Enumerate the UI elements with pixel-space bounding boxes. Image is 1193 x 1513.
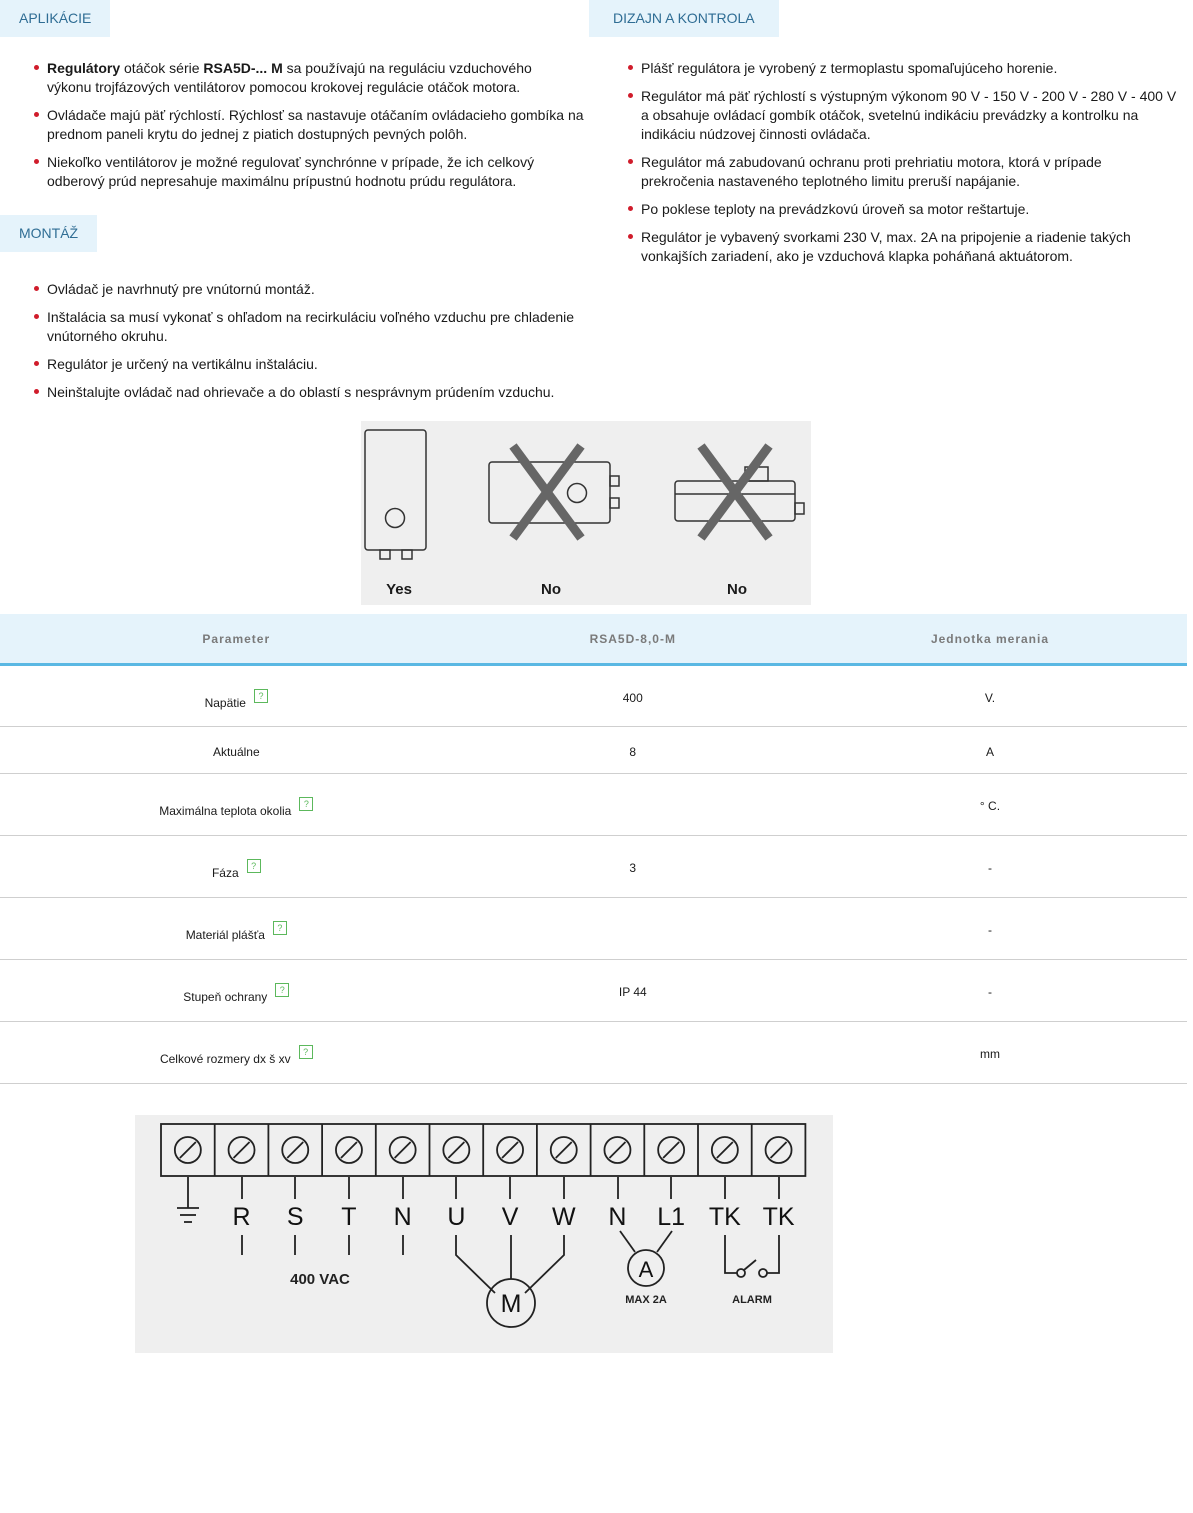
terminal-label: L1 — [657, 1203, 686, 1231]
list-item — [34, 383, 594, 402]
max-current-label: MAX 2A — [625, 1294, 667, 1306]
list-item — [34, 153, 594, 191]
terminal-label: S — [286, 1203, 304, 1231]
screw-slot — [180, 1142, 196, 1158]
param-name-cell — [0, 1022, 473, 1084]
param-name: Materiál plášťa — [185, 928, 265, 942]
bullet-icon — [628, 65, 633, 70]
table-row — [0, 960, 1187, 1022]
bullet-icon — [34, 389, 39, 394]
bullet-icon — [34, 159, 39, 164]
list-item — [34, 106, 594, 144]
param-unit: V. — [793, 665, 1187, 727]
param-name: Fáza — [211, 866, 239, 880]
bullet-icon — [34, 65, 39, 70]
horizontal-regulator-icon — [489, 462, 619, 523]
list-item — [34, 355, 594, 374]
item-text: a obsahuje ovládací gombík otáčok, svetelnú indikáciu prevádzky a kontrolku na — [641, 107, 1139, 123]
param-name: Napätie — [204, 696, 246, 710]
item-text: Neinštalujte ovládač nad ohrievače a do oblastí s nesprávnym prúdením vzduchu. — [47, 384, 555, 400]
screw-slot — [771, 1142, 787, 1158]
column-header-model[interactable]: RSA5D-8,0-M — [473, 614, 793, 665]
param-name-cell — [0, 960, 473, 1022]
help-icon[interactable]: ? — [299, 797, 313, 811]
motor-leads — [456, 1177, 564, 1293]
item-text: otáčok série — [120, 60, 204, 76]
supply-leads — [242, 1177, 403, 1255]
screw-slot — [717, 1142, 733, 1158]
item-text: Regulátor je vybavený svorkami 230 V, max. 2A na pripojenie a riadenie takých — [641, 229, 1131, 245]
item-text: Po poklese teploty na prevádzkovú úroveň sa motor reštartuje. — [641, 201, 1030, 217]
param-value — [473, 774, 793, 836]
terminal-label: U — [447, 1203, 466, 1231]
vertical-regulator-icon — [365, 430, 426, 559]
tab-aplikacie[interactable]: APLIKÁCIE — [0, 0, 110, 37]
terminal-label: N — [393, 1203, 412, 1231]
param-name: Maximálna teplota okolia — [159, 804, 292, 818]
bullet-icon — [34, 314, 39, 319]
table-row — [0, 898, 1187, 960]
item-text: Regulátor má päť rýchlostí s výstupným výkonom 90 V - 150 V - 200 V - 280 V - 400 V — [641, 88, 1177, 104]
item-text: výkonu trojfázových ventilátorov pomocou krokovej regulácie otáčok motora. — [47, 79, 521, 95]
param-name: Celkové rozmery dx š xv — [159, 1052, 291, 1066]
design-list — [628, 59, 1188, 275]
terminal-label: TK — [708, 1203, 741, 1231]
table-row — [0, 774, 1187, 836]
bullet-icon — [34, 112, 39, 117]
bullet-icon — [628, 159, 633, 164]
tab-montaz[interactable]: MONTÁŽ — [0, 215, 97, 252]
list-item — [628, 87, 1188, 144]
terminal-label: TK — [762, 1203, 795, 1231]
screw-slot — [556, 1142, 572, 1158]
table-row — [0, 727, 1187, 774]
screw-slot — [663, 1142, 679, 1158]
param-name-cell — [0, 898, 473, 960]
param-value: 400 — [473, 665, 793, 727]
bullet-icon — [628, 93, 633, 98]
wiring-diagram-svg — [135, 1115, 833, 1353]
column-header-parameter[interactable]: Parameter — [0, 614, 473, 665]
cross-icon — [701, 446, 769, 538]
cross-icon — [513, 446, 581, 538]
installation-orientation-figure — [361, 421, 811, 605]
param-name-cell — [0, 836, 473, 898]
item-text: Regulátor je určený na vertikálnu inštaláciu. — [47, 356, 318, 372]
terminal-label: W — [551, 1203, 576, 1231]
bullet-icon — [628, 234, 633, 239]
item-text: Ovládač je navrhnutý pre vnútornú montáž. — [47, 281, 315, 297]
table-row — [0, 836, 1187, 898]
screw-slot — [609, 1142, 625, 1158]
ground-symbol — [177, 1177, 199, 1222]
item-text: vnútorného okruhu. — [47, 328, 168, 344]
param-name-cell — [0, 774, 473, 836]
param-value: 8 — [473, 727, 793, 774]
screw-slot — [395, 1142, 411, 1158]
help-icon[interactable]: ? — [273, 921, 287, 935]
list-item — [628, 200, 1188, 219]
screw-slot — [341, 1142, 357, 1158]
param-name-cell — [0, 727, 473, 774]
param-value — [473, 1022, 793, 1084]
label-no: No — [541, 581, 561, 598]
list-item — [34, 280, 594, 299]
help-icon[interactable]: ? — [275, 983, 289, 997]
label-yes: Yes — [386, 581, 412, 598]
param-unit: mm — [793, 1022, 1187, 1084]
mounting-list — [34, 280, 594, 411]
table-header-row — [0, 614, 1187, 665]
item-text: prednom paneli krytu do jednej z piatich dostupných pevných polôh. — [47, 126, 468, 142]
terminal-label: T — [341, 1203, 357, 1231]
parameters-table — [0, 614, 1187, 1084]
param-value: 3 — [473, 836, 793, 898]
item-bold: Regulátory — [47, 60, 121, 76]
list-item — [34, 308, 594, 346]
tab-dizajn-a-kontrola[interactable]: DIZAJN A KONTROLA — [589, 0, 779, 37]
item-text: Regulátor má zabudovanú ochranu proti prehriatiu motora, ktorá v prípade — [641, 154, 1102, 170]
terminal-label: V — [501, 1203, 519, 1231]
param-unit: ° C. — [793, 774, 1187, 836]
list-item — [628, 153, 1188, 191]
item-text: Inštalácia sa musí vykonať s ohľadom na recirkuláciu voľného vzduchu pre chladenie — [47, 309, 575, 325]
help-icon[interactable]: ? — [254, 689, 268, 703]
param-name-cell — [0, 665, 473, 727]
item-text: vonkajších zariadení, ako je vzduchová klapka poháňaná aktuátorom. — [641, 248, 1073, 264]
item-bold: RSA5D-... M — [203, 60, 283, 76]
bullet-icon — [34, 286, 39, 291]
screw-slot — [502, 1142, 518, 1158]
param-unit: A — [793, 727, 1187, 774]
item-text: odberový prúd nepresahuje maximálnu prípustnú hodnotu prúdu regulátora. — [47, 173, 517, 189]
list-item — [628, 59, 1188, 78]
param-value — [473, 898, 793, 960]
item-text: Niekoľko ventilátorov je možné regulovať synchrónne v prípade, že ich celkový — [47, 154, 535, 170]
applications-list — [34, 59, 594, 200]
bullet-icon — [34, 361, 39, 366]
param-unit: - — [793, 960, 1187, 1022]
terminal-label: R — [232, 1203, 251, 1231]
help-icon[interactable]: ? — [299, 1045, 313, 1059]
table-row — [0, 1022, 1187, 1084]
motor-label: M — [500, 1290, 522, 1318]
column-header-unit[interactable]: Jednotka merania — [793, 614, 1187, 665]
item-text: prekročenia nastaveného teplotného limitu preruší napájanie. — [641, 173, 1021, 189]
terminal-label: N — [608, 1203, 627, 1231]
item-text: indikáciu núdzovej činnosti ovládača. — [641, 126, 871, 142]
param-name: Aktuálne — [212, 745, 260, 759]
label-no: No — [727, 581, 747, 598]
item-text: sa používajú na reguláciu vzduchového — [282, 60, 532, 76]
screw-slot — [234, 1142, 250, 1158]
item-text: Plášť regulátora je vyrobený z termoplastu spomaľujúceho horenie. — [641, 60, 1058, 76]
screw-slot — [287, 1142, 303, 1158]
bullet-icon — [628, 206, 633, 211]
list-item — [628, 228, 1188, 266]
screw-slot — [448, 1142, 464, 1158]
item-text: Ovládače majú päť rýchlostí. Rýchlosť sa nastavuje otáčaním ovládacieho gombíka na — [47, 107, 584, 123]
installation-diagram — [361, 421, 811, 605]
param-unit: - — [793, 836, 1187, 898]
alarm-label: ALARM — [732, 1294, 772, 1306]
ammeter-label: A — [638, 1257, 654, 1282]
list-item — [34, 59, 594, 97]
table-row — [0, 665, 1187, 727]
param-value: IP 44 — [473, 960, 793, 1022]
supply-voltage-label: 400 VAC — [290, 1271, 350, 1288]
wiring-diagram — [135, 1115, 833, 1353]
param-unit: - — [793, 898, 1187, 960]
terminal-block — [161, 1124, 805, 1231]
param-name: Stupeň ochrany — [183, 990, 268, 1004]
help-icon[interactable]: ? — [247, 859, 261, 873]
